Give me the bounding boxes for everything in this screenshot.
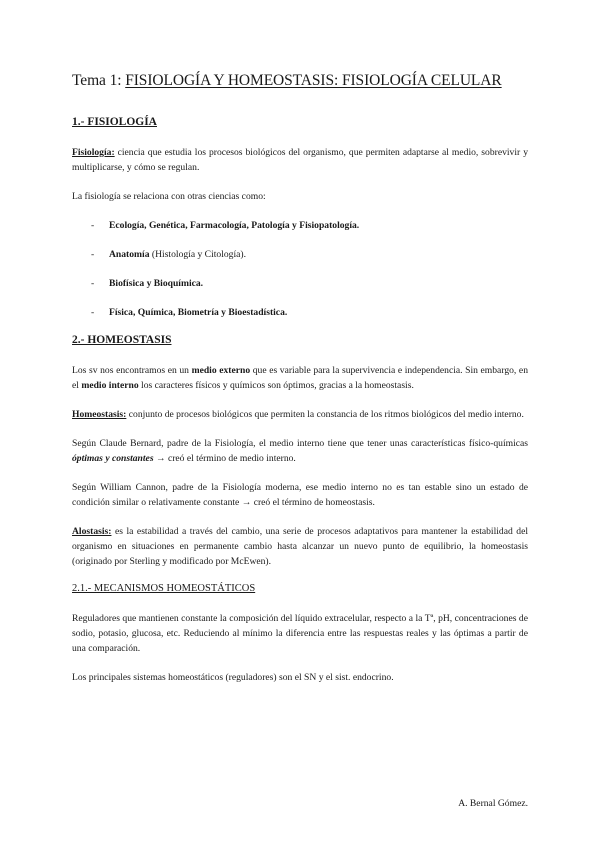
definition-alostasis: Alostasis: es la estabilidad a través del cambio, una serie de procesos adaptativos para mantener la estabilidad del organismo en situaciones en permanente cambio hasta alcanzar un nuevo punto de equilibrio, la homeostasis (originado por Sterling y modificado por McEwen). (72, 526, 528, 567)
paragraph-reguladores: Reguladores que mantienen constante la composición del líquido extracelular, respecto a la Tª, pH, concentraciones de sodio, potasio, glucosa, etc. Reduciendo al mínimo la diferencia entre las respuestas reales y las óptimas a partir de una comparación. (72, 613, 528, 654)
definition-text: ciencia que estudia los procesos biológicos del organismo, que permiten adaptarse al medio, sobrevivir y multiplicarse, y cómo se regulan. (72, 147, 528, 173)
related-sciences-intro: La fisiología se relaciona con otras ciencias como: (72, 191, 266, 202)
section-heading-fisiologia: 1.- FISIOLOGÍA (72, 116, 157, 128)
definition-term: Alostasis: (72, 526, 112, 537)
title-main: FISIOLOGÍA Y HOMEOSTASIS: FISIOLOGÍA CELULAR (125, 72, 502, 89)
definition-homeostasis: Homeostasis: conjunto de procesos biológicos que permiten la constancia de los ritmos biológicos del medio interno. (72, 409, 524, 420)
footer-author: A. Bernal Gómez. (458, 798, 528, 809)
title-prefix: Tema 1: (72, 72, 126, 89)
paragraph-william-cannon: Según William Cannon, padre de la Fisiología moderna, ese medio interno no es tan estable sino un estado de condición similar o relativamente constante → creó el término de homeostasis. (72, 482, 528, 508)
list-item: - Biofísica y Bioquímica. (91, 278, 204, 289)
document-page (72, 72, 528, 699)
related-sciences-list (72, 218, 528, 320)
paragraph-claude-bernard: Según Claude Bernard, padre de la Fisiología, el medio interno tiene que tener unas características físico-químicas óptimas y constantes → creó el término de medio interno. (72, 438, 528, 464)
subsection-heading-mecanismos: 2.1.- MECANISMOS HOMEOSTÁTICOS (72, 583, 256, 594)
list-item: - Ecología, Genética, Farmacología, Patología y Fisiopatología. (91, 220, 360, 231)
paragraph-sistemas-homeostaticos: Los principales sistemas homeostáticos (reguladores) son el SN y el sist. endocrino. (72, 672, 394, 683)
paragraph-medio-interno: Los sv nos encontramos en un medio externo que es variable para la supervivencia e independencia. Sin embargo, en el medio interno los caracteres físicos y químicos son óptimos, gracias a la homeostasis. (72, 365, 528, 391)
definition-term: Homeostasis: (72, 409, 127, 420)
section-heading-homeostasis: 2.- HOMEOSTASIS (72, 334, 172, 346)
list-item: - Anatomía (Histología y Citología). (91, 249, 246, 260)
definition-fisiologia (72, 145, 528, 175)
list-item: - Física, Química, Biometría y Bioestadística. (91, 307, 288, 318)
document-title (72, 72, 528, 90)
definition-term: Fisiología: (72, 147, 115, 158)
